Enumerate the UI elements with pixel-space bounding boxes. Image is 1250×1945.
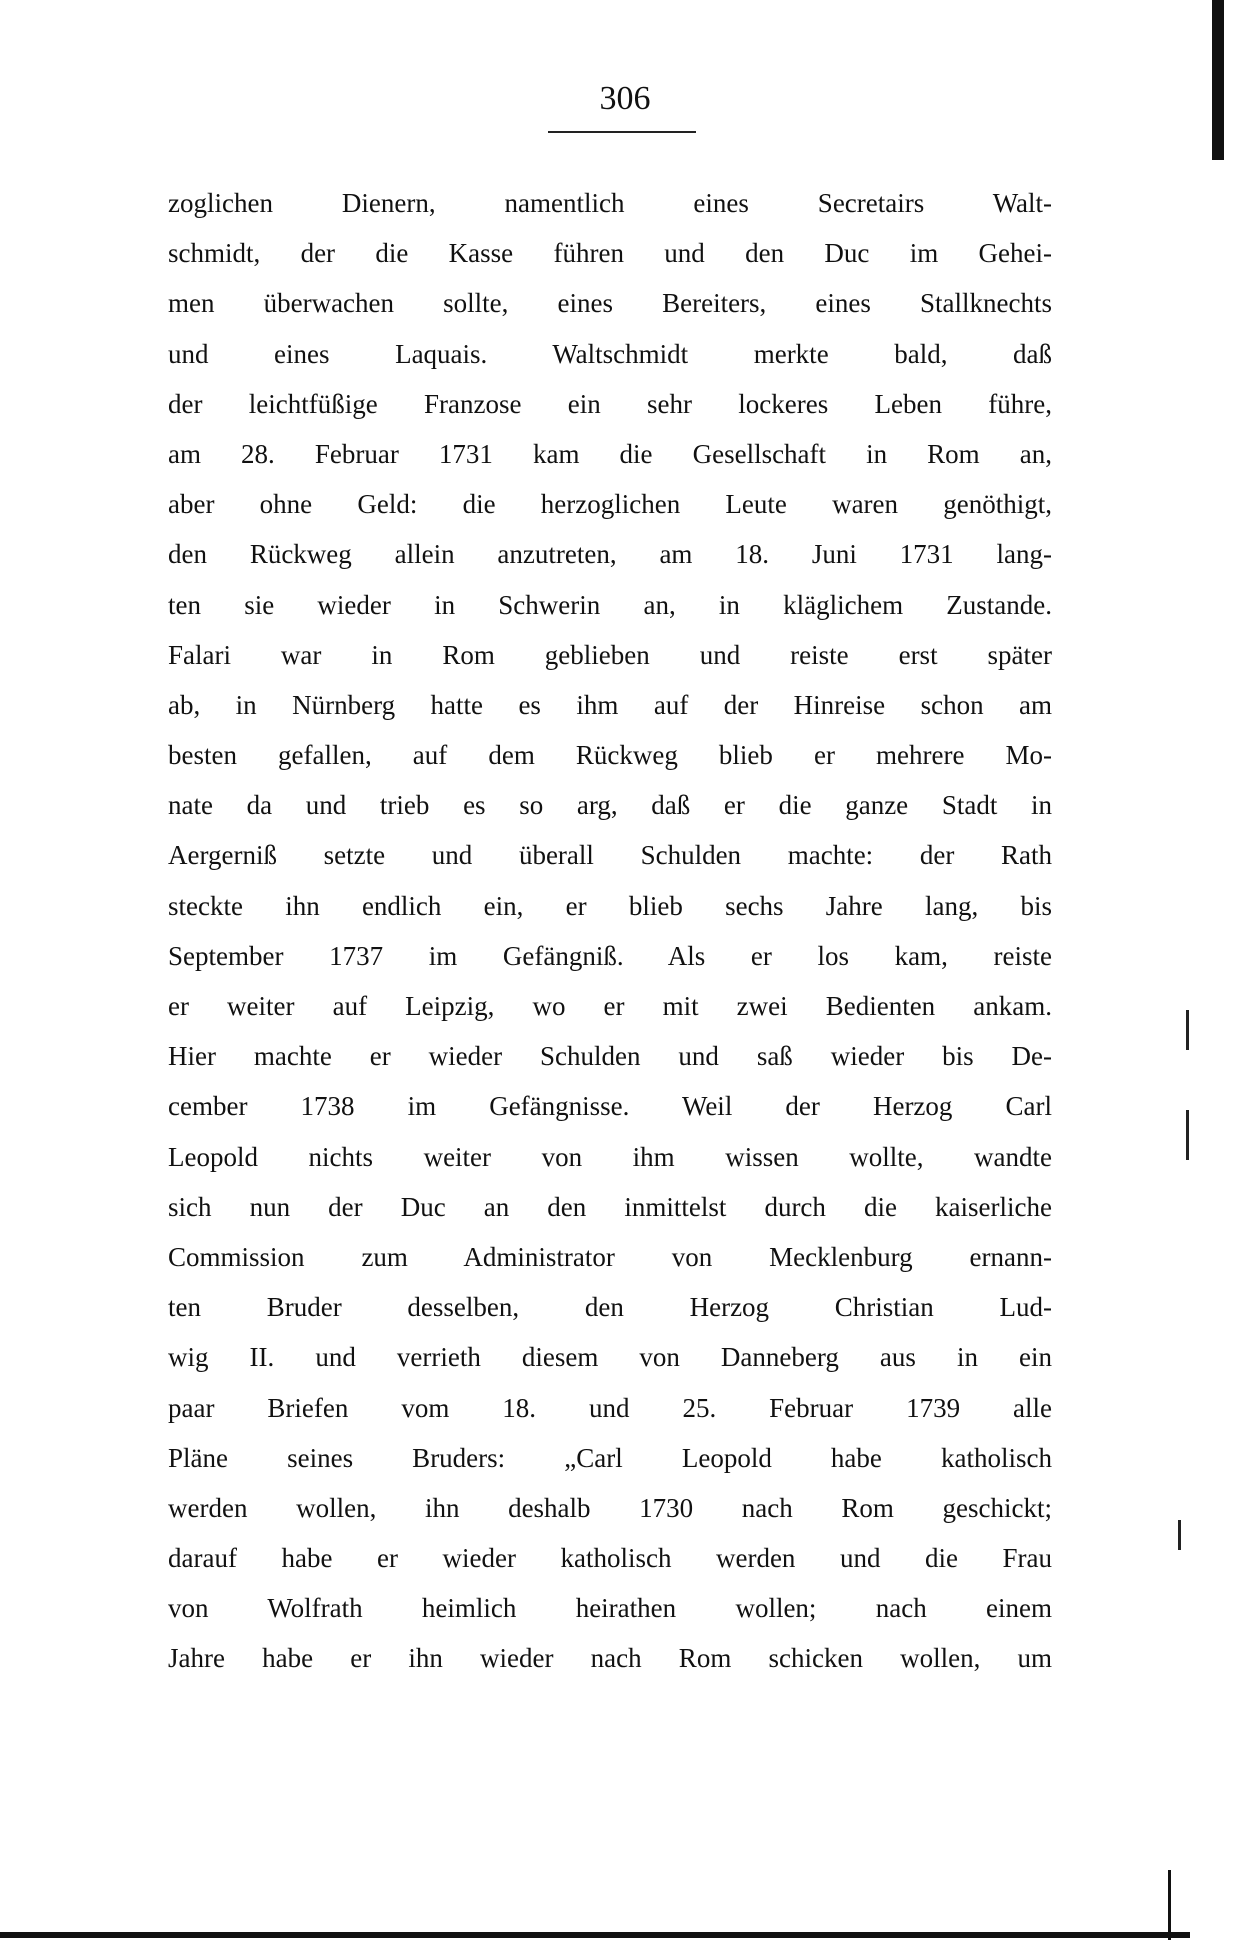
text-line: er weiter auf Leipzig, wo er mit zwei Bedienten ankam.	[168, 991, 1052, 1021]
scan-mark	[1186, 1010, 1189, 1050]
text-line: Falari war in Rom geblieben und reiste erst später	[168, 639, 1052, 670]
text-line: steckte ihn endlich ein, er blieb sechs Jahre lang, bis	[168, 890, 1052, 921]
text-line: nate da und trieb es so arg, daß er die ganze Stadt in	[168, 790, 1052, 821]
text-line: ab, in Nürnberg hatte es ihm auf der Hinreise schon am	[168, 689, 1052, 720]
text-line: am 28. Februar 1731 kam die Gesellschaft in Rom an,	[168, 438, 1052, 469]
body-text	[168, 178, 1052, 1684]
text-line: Leopold nichts weiter von ihm wissen wollte, wandte	[168, 1141, 1052, 1172]
header-rule	[548, 131, 696, 133]
scan-edge-shadow	[1212, 0, 1224, 160]
text-line: Commission zum Administrator von Mecklenburg ernann-	[168, 1241, 1052, 1272]
text-line: den Rückweg allein anzutreten, am 18. Juni 1731 lang-	[168, 539, 1052, 570]
text-line: zoglichen Dienern, namentlich eines Secretairs Walt-	[168, 188, 1052, 218]
text-line: der leichtfüßige Franzose ein sehr lockeres Leben führe,	[168, 388, 1052, 419]
text-line: wig II. und verrieth diesem von Danneberg aus in ein	[168, 1342, 1052, 1373]
scan-mark	[1168, 1870, 1171, 1940]
scan-mark	[1186, 1110, 1189, 1160]
text-line: men überwachen sollte, eines Bereiters, eines Stallknechts	[168, 288, 1052, 319]
text-line: Hier machte er wieder Schulden und saß wieder bis De-	[168, 1041, 1052, 1072]
page-number: 306	[599, 80, 651, 117]
text-line: cember 1738 im Gefängnisse. Weil der Herzog Carl	[168, 1091, 1052, 1122]
scan-mark	[1178, 1520, 1181, 1550]
scan-bottom-edge	[0, 1932, 1190, 1938]
text-line: werden wollen, ihn deshalb 1730 nach Rom geschickt;	[168, 1492, 1052, 1523]
text-line: September 1737 im Gefängniß. Als er los kam, reiste	[168, 940, 1052, 971]
text-line: Jahre habe er ihn wieder nach Rom schicken wollen, um	[168, 1643, 1052, 1674]
text-line: schmidt, der die Kasse führen und den Duc im Gehei-	[168, 238, 1052, 269]
text-line: sich nun der Duc an den inmittelst durch die kaiserliche	[168, 1191, 1052, 1222]
text-line: darauf habe er wieder katholisch werden und die Frau	[168, 1543, 1052, 1574]
text-line: ten Bruder desselben, den Herzog Christian Lud-	[168, 1292, 1052, 1323]
text-line: von Wolfrath heimlich heirathen wollen; nach einem	[168, 1593, 1052, 1624]
text-line: paar Briefen vom 18. und 25. Februar 1739 alle	[168, 1392, 1052, 1423]
text-line: Aergerniß setzte und überall Schulden machte: der Rath	[168, 840, 1052, 871]
text-line: aber ohne Geld: die herzoglichen Leute waren genöthigt,	[168, 489, 1052, 520]
text-line: und eines Laquais. Waltschmidt merkte bald, daß	[168, 338, 1052, 369]
text-line: ten sie wieder in Schwerin an, in kläglichem Zustande.	[168, 589, 1052, 620]
text-line: Pläne seines Bruders: „Carl Leopold habe katholisch	[168, 1442, 1052, 1473]
text-line: besten gefallen, auf dem Rückweg blieb er mehrere Mo-	[168, 740, 1052, 771]
